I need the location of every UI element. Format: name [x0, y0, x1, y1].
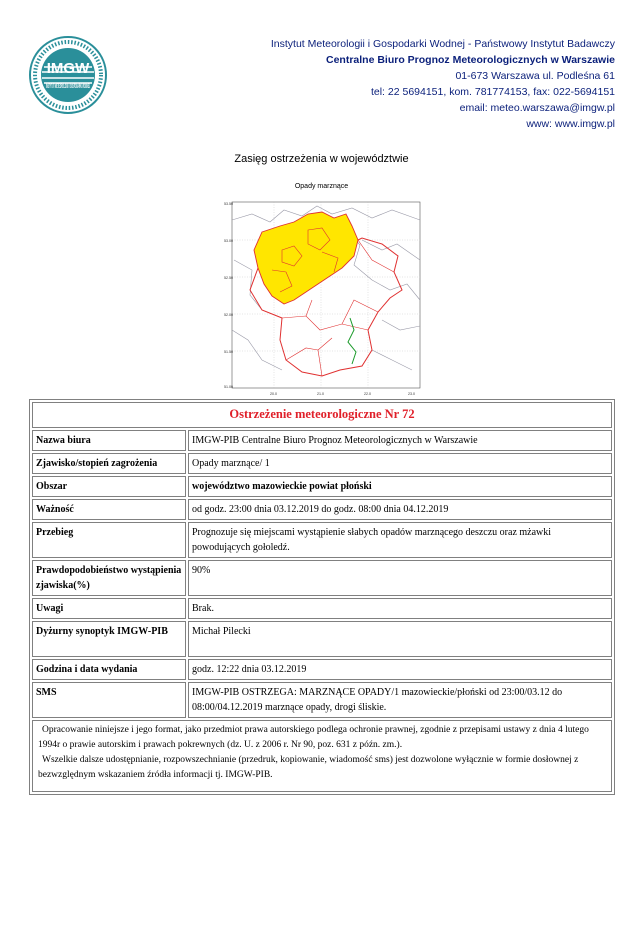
imgw-logo [28, 35, 108, 115]
row-label: Zjawisko/stopień zagrożenia [32, 453, 186, 474]
lon-label: 21.0 [317, 392, 324, 396]
row-value: Brak. [188, 598, 612, 619]
row-value: województwo mazowieckie powiat płoński [188, 476, 612, 497]
redistribution-paragraph: Wszelkie dalsze udostępnianie, rozpowszechnianie (przedruk, kopiowanie, wiadomość sms) jest dozwolone wyłącznie w formie dosłownej z bezwzględnym wskazaniem źródła informacji tj. IMGW-PIB. [38, 755, 579, 780]
row-label: Obszar [32, 476, 186, 497]
header-email: email: meteo.warszawa@imgw.pl [459, 102, 615, 114]
row-value: Michał Pilecki [188, 621, 612, 657]
lat-label: 51.00 [224, 385, 233, 389]
row-value: Prognozuje się miejscami wystąpienie słabych opadów marznącego deszczu oraz mżawki powodujących gołoledź. [188, 522, 612, 558]
table-row [32, 598, 612, 619]
table-row [32, 430, 612, 451]
copyright-paragraph: Opracowanie niniejsze i jego format, jako przedmiot prawa autorskiego podlega ochronie prawnej, zgodnie z przepisami ustawy z dnia 4 lutego 1994r o prawie autorskim i prawach pokrewnych (dz. U. z 2006 r. Nr 90, poz. 631 z późn. zm.). [38, 725, 589, 750]
row-value: IMGW-PIB OSTRZEGA: MARZNĄCE OPADY/1 mazowieckie/płoński od 23:00/03.12 do 08:00/04.12.2019 marznące opady, drogi śliskie. [188, 682, 612, 718]
lon-label: 20.0 [270, 392, 277, 396]
header-website: www: www.imgw.pl [526, 118, 615, 130]
lat-label: 52.50 [224, 276, 233, 280]
warning-table [29, 399, 615, 795]
row-label: SMS [32, 682, 186, 718]
header-office: Centralne Biuro Prognoz Meteorologicznych w Warszawie [326, 54, 615, 66]
header-institute: Instytut Meteorologii i Gospodarki Wodnej - Państwowy Instytut Badawczy [270, 38, 615, 50]
row-label: Dyżurny synoptyk IMGW-PIB [32, 621, 186, 657]
table-row [32, 621, 612, 657]
map-title: Zasięg ostrzeżenia w województwie [234, 153, 409, 165]
lat-label: 53.00 [224, 239, 233, 243]
header-address: 01-673 Warszawa ul. Podleśna 61 [455, 70, 615, 82]
institution-header [271, 36, 615, 132]
header-phone: tel: 22 5694151, kom. 781774153, fax: 022-5694151 [370, 86, 615, 98]
warning-area-map [222, 200, 424, 396]
row-value: Opady marznące/ 1 [188, 453, 612, 474]
row-value: 90% [188, 560, 612, 596]
logo-ring-text: INSTYTUT METEOROLOGII I GOSPODARKI WODNEJ [46, 84, 90, 90]
table-row [32, 499, 612, 520]
map-subtitle: Opady marznące [294, 183, 349, 190]
row-label: Ważność [32, 499, 186, 520]
table-row [32, 560, 612, 596]
row-label: Przebieg [32, 522, 186, 558]
table-row [32, 522, 612, 558]
lon-label: 23.0 [408, 392, 415, 396]
row-label: Uwagi [32, 598, 186, 619]
row-label: Prawdopodobieństwo wystąpienia zjawiska(%) [32, 560, 186, 596]
row-value: od godz. 23:00 dnia 03.12.2019 do godz. 08:00 dnia 04.12.2019 [188, 499, 612, 520]
lon-label: 22.0 [364, 392, 371, 396]
warning-title: Ostrzeżenie meteorologiczne Nr 72 [32, 402, 612, 428]
row-value: IMGW-PIB Centralne Biuro Prognoz Meteorologicznych w Warszawie [188, 430, 612, 451]
lat-label: 51.50 [224, 350, 233, 354]
table-row [32, 453, 612, 474]
row-label: Nazwa biura [32, 430, 186, 451]
table-row [32, 682, 612, 718]
table-row [32, 659, 612, 680]
row-value: godz. 12:22 dnia 03.12.2019 [188, 659, 612, 680]
table-row [32, 476, 612, 497]
copyright-notice [32, 720, 612, 792]
lat-label: 53.50 [224, 202, 233, 206]
lat-label: 52.00 [224, 313, 233, 317]
row-label: Godzina i data wydania [32, 659, 186, 680]
logo-text: IMGW [46, 60, 90, 77]
